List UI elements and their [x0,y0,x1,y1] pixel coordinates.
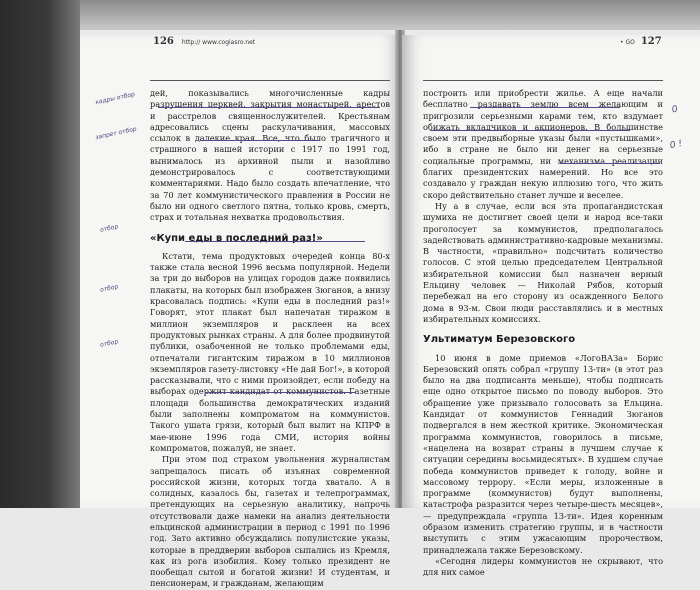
pen-underline [430,130,630,131]
right-paragraph-4: «Сегодня лидеры коммунистов не скрывают, что для них самое [423,555,663,578]
left-header-rule [150,80,390,81]
pen-underline [158,107,380,108]
right-running-head [620,36,662,47]
scan-border-top [0,0,700,30]
margin-note: отбор [99,223,119,234]
pen-underline [470,107,620,108]
right-body-text [423,88,663,578]
left-paragraph-1: дей, показывались многочисленные кадры разрушения церквей, закрытия монастырей, арестов и расстрелов священнослужителей. Крестьянам адресовались сцены раскулачивания, массовых ссылок в далекие края. Все, что было трагичного и страшного в нашей истории с 1917 по 1991 год, вынималось из архивной пыли и назойливо демонстрировалось с соответствующими комментариями. Надо было создать впечатление, что за 70 лет коммунистического правления в России не было ни одного светлого пятна, только кровь, смерть, страх и тотальная нехватка продовольствия. [150,88,390,223]
right-paragraph-3: 10 июня в доме приемов «ЛогоВАЗа» Борис Березовский опять собрал «группу 13-ти» (в этот раз было на два подписанта меньше), чтобы подписать еще одно открытое письмо по поводу выборов. Это обращение уже призывало голосовать за Ельцина. Кандидат от коммунистов Геннадий Зюганов подвергался в нем жесткой критике. Экономическая программа коммунистов, говорилось в письме, «нацелена на возврат страны в лучшем случае к ситуации середины восьмидесятых». В худшем случае победа коммунистов приведет к голоду, войне и массовому террору. «Если меры, изложенные в программе (коммунистов) будут выполнены, катастрофа разразится через четыре-шесть месяцев», — предупреждала «группа 13-ти». Идея коренным образом изменить стратегию группы, и в частности выступить с этим ужасающим пророчеством, принадлежала также Березовскому. [423,352,663,555]
scan-border-left [0,0,80,508]
margin-note: отбор [99,283,119,294]
pen-underline [205,392,355,393]
right-heading: Ультиматум Березовского [423,334,576,346]
margin-note: запрет отбор [94,125,138,142]
left-paragraph-3: При этом под страхом увольнения журналистам запрещалось писать об изъянах современной российской жизни, которых тогда хватало. А в солидных, казалось бы, газетах и телепрограммах, претендующих на серьезную аналитику, напрочь отсутствовали даже намеки на анализ деятельности ельцинской администрации в период с 1991 по 1996 год. Зато активно обсуждались популистские указы, которые в преддверии выборов сыпались из Кремля, как из рога изобилия. Кому только президент не пообещал сытой и богатой жизни! И студентам, и пенсионерам, и гражданам, желающим [150,454,390,589]
left-page-number: 126 [153,36,174,47]
margin-note: 0 [671,104,679,116]
pen-underline [200,140,320,141]
right-paragraph-2: Ну а в случае, если вся эта пропагандистская шумиха не достигнет своей цели и народ все-таки проголосует за коммунистов, предполагалось задействовать административно-кадровые механизмы. В частности, «правильно» подсчитать количество голосов. С этой целью председателем Центральной избирательной комиссии был назначен верный Ельцину человек — Николай Рябов, который перебежал на его сторону из осажденного Белого дома в 93-м. Свои люди расставлялись и в местных избирательных комиссиях. [423,200,663,324]
left-paragraph-2: Кстати, тема продуктовых очередей конца 80-х также стала весной 1996 весьма популярной. Недели за три до выборов на улицах городов даже появились плакаты, на которых был изображен Зюганов, а внизу красовалась подпись: «Купи еды в последний раз!» Говорят, этот плакат был напечатан тиражом в миллион экземпляров и расклеен на всех продуктовых рынках страны. А для более продвинутой публики, озабоченной не только проблемами еды, отпечатали гигантским тиражом в 10 миллионов экземпляров газету-листовку «Не дай Бог!», в которой рассказывали, что с ними произойдет, если победу на выборах одержит кандидат от коммунистов. Газетные площади большинства демократических изданий были заполнены компроматом на коммунистов. Такого ушата грязи, который был вылит на КПРФ в мае-июне 1996 года СМИ, история войны компроматов, пожалуй, не знает. [150,250,390,453]
left-header-url: http:// www.cogiasro.net [181,39,256,46]
margin-note: 0 ! [669,138,684,152]
pen-underline [185,241,365,242]
left-body-text [150,88,390,590]
pen-underline [560,163,660,164]
right-page-number: 127 [640,36,662,47]
margin-note: отбор [99,338,119,349]
right-paragraph-1: построить или приобрести жилье. А еще начали бесплатно раздавать землю всем желающим и пригрозили серьезными карами тем, кто вздумает обижать вкладчиков и акционеров. В большинстве своем эти предвыборные указы были «пустышками», ибо в стране не было ни денег на серьезные социальные программы, ни механизма реализации благих президентских намерений. Но все это создавало у граждан некую иллюзию того, что жить скоро действительно станет лучше и веселее. [423,88,663,200]
right-header-mark: • GO [620,39,635,46]
right-header-rule [423,80,663,81]
margin-note: кадры отбор [94,90,136,107]
left-running-head [153,36,255,47]
left-heading: «Купи еды в последний раз!» [150,232,323,244]
